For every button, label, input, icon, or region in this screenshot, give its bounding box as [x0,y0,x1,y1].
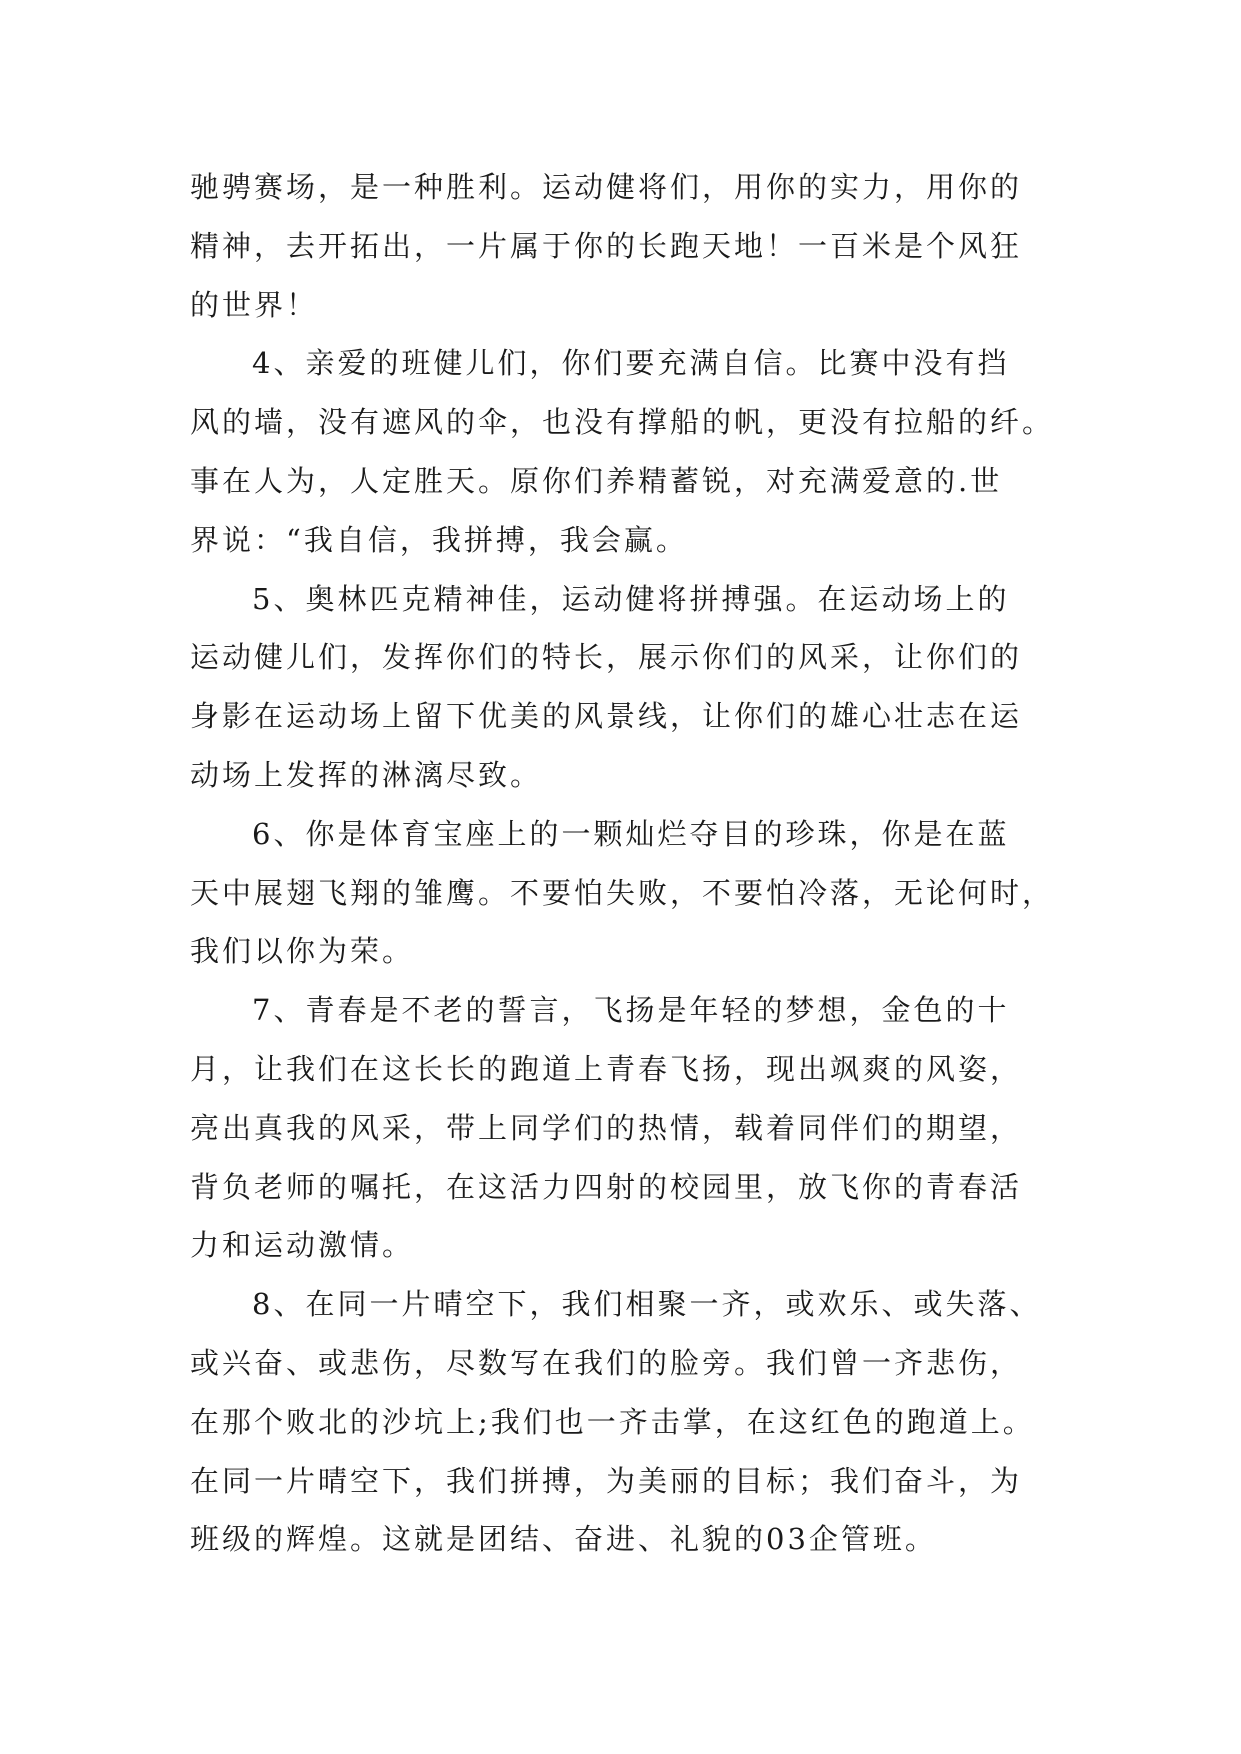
text-line: 6、你是体育宝座上的一颗灿烂夺目的珍珠，你是在蓝 [252,816,1010,851]
text-line: 的世界！ [190,287,319,322]
paragraph-4 [190,334,1060,569]
text-line: 月，让我们在这长长的跑道上青春飞扬，现出飒爽的风姿， [190,1051,1023,1086]
text-line: 驰骋赛场，是一种胜利。运动健将们，用你的实力，用你的 [190,170,1023,204]
text-line: 班级的辉煌。这就是团结、奋进、礼貌的03企管班。 [190,1522,937,1557]
text-line: 精神，去开拓出，一片属于你的长跑天地！一百米是个风狂 [190,228,1023,263]
text-line: 运动健儿们，发挥你们的特长，展示你们的风采，让你们的 [190,640,1023,675]
paragraph-5 [190,570,1060,805]
text-line: 事在人为，人定胜天。原你们养精蓄锐，对充满爱意的.世 [190,463,1003,498]
text-line: 4、亲爱的班健儿们，你们要充满自信。比赛中没有挡 [252,346,1010,381]
text-line: 5、奥林匹克精神佳，运动健将拼搏强。在运动场上的 [252,581,1010,616]
text-line: 背负老师的嘱托，在这活力四射的校园里，放飞你的青春活 [190,1169,1023,1204]
text-line: 动场上发挥的淋漓尽致。 [190,757,543,792]
document-body [190,158,1060,1569]
text-line: 7、青春是不老的誓言，飞扬是年轻的梦想，金色的十 [252,993,1010,1028]
text-line: 或兴奋、或悲伤，尽数写在我们的脸旁。我们曾一齐悲伤， [190,1345,1023,1380]
text-line: 我们以你为荣。 [190,934,415,969]
text-line: 风的墙，没有遮风的伞，也没有撑船的帆，更没有拉船的纤。 [190,405,1055,440]
paragraph-8 [190,1275,1060,1569]
text-line: 界说：“我自信，我拼搏，我会赢。 [190,522,688,557]
text-line: 8、在同一片晴空下，我们相聚一齐，或欢乐、或失落、 [252,1287,1042,1322]
text-line: 亮出真我的风采，带上同学们的热情，载着同伴们的期望， [190,1110,1023,1145]
paragraph-7 [190,981,1060,1275]
text-line: 身影在运动场上留下优美的风景线，让你们的雄心壮志在运 [190,699,1023,734]
text-line: 力和运动激情。 [190,1228,415,1263]
paragraph-continuation [190,158,1060,334]
text-line: 在那个败北的沙坑上;我们也一齐击掌，在这红色的跑道上。 [190,1404,1035,1439]
text-line: 天中展翅飞翔的雏鹰。不要怕失败，不要怕冷落，无论何时， [190,875,1055,910]
text-line: 在同一片晴空下，我们拼搏，为美丽的目标；我们奋斗，为 [190,1463,1023,1498]
paragraph-6 [190,805,1060,981]
